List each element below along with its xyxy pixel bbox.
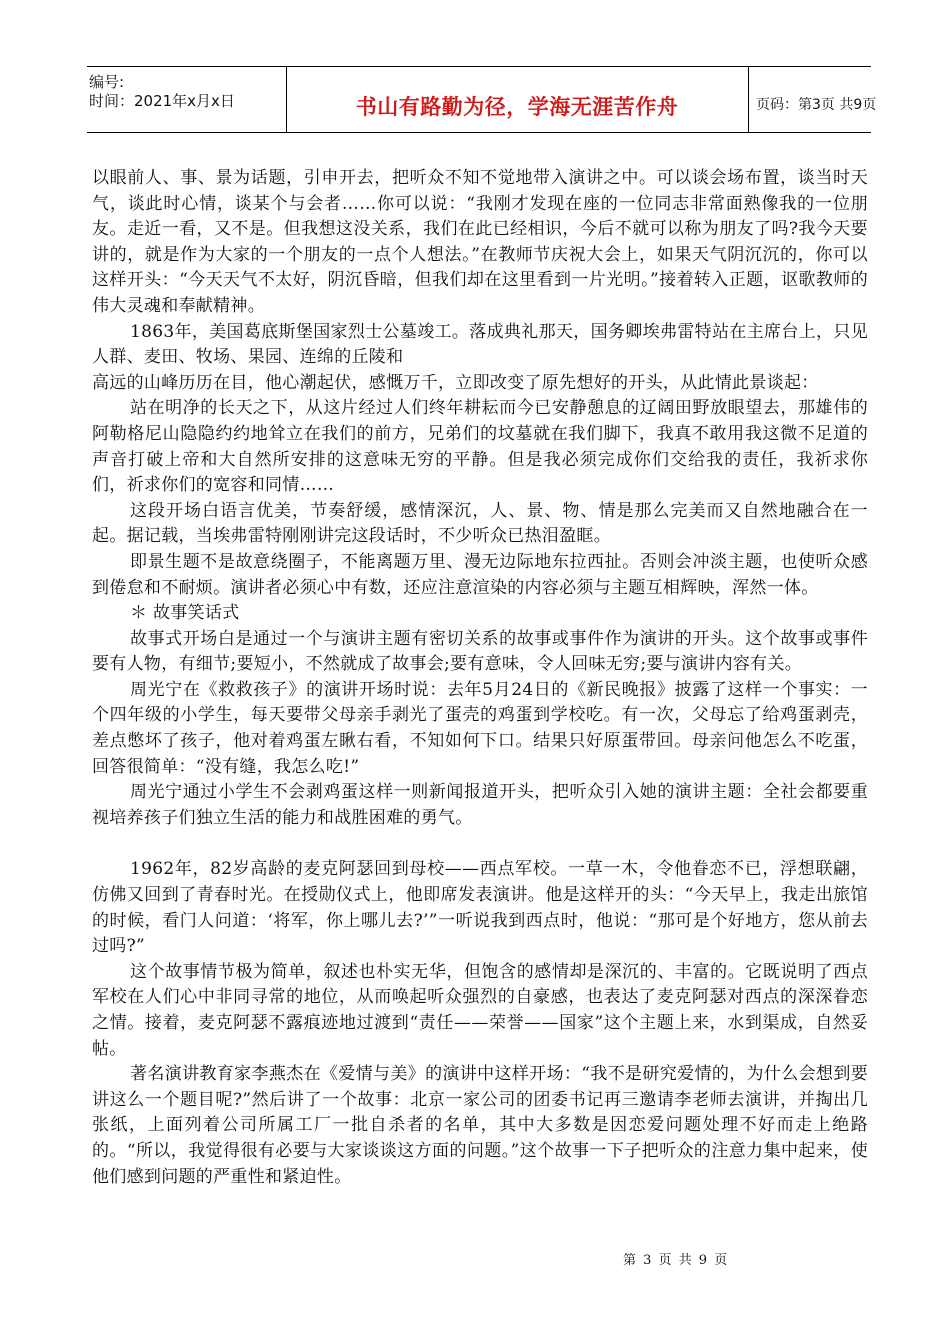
header-meta-cell — [87, 67, 287, 132]
document-date-label: 时间：2021年x月x日 — [89, 92, 235, 110]
paragraph: 著名演讲教育家李燕杰在《爱情与美》的演讲中这样开场：“我不是研究爱情的，为什么会想到要讲这么一个题目呢?”然后讲了一个故事：北京一家公司的团委书记再三邀请李老师去演讲，并掏出几张纸，上面列着公司所属工厂一批自杀者的名单，其中大多数是因恋爱问题处理不好而走上绝路的。“所以，我觉得很有必要与大家谈谈这方面的问题。”这个故事一下子把听众的注意力集中起来，使他们感到问题的严重性和紧迫性。 — [92, 1064, 868, 1187]
paragraph: 以眼前人、事、景为话题，引申开去，把听众不知不觉地带入演讲之中。可以谈会场布置，谈当时天气，谈此时心情，谈某个与会者……你可以说：“我刚才发现在座的一位同志非常面熟像我的一位朋友。走近一看，又不是。但我想这没关系，我们在此已经相识，今后不就可以称为朋友了吗?我今天要讲的，就是作为大家的一个朋友的一点个人想法。”在教师节庆祝大会上，如果天气阴沉沉的，你可以这样开头：“今天天气不太好，阴沉昏暗，但我们却在这里看到一片光明。”接着转入正题，讴歌教师的伟大灵魂和奉献精神。 — [92, 168, 868, 316]
section-heading: ＊ 故事笑话式 — [130, 603, 240, 624]
paragraph: 站在明净的长天之下，从这片经过人们终年耕耘而今已安静憩息的辽阔田野放眼望去，那雄伟的阿勒格尼山隐隐约约地耸立在我们的前方，兄弟们的坟墓就在我们脚下，我真不敢用我这微不足道的声音打破上帝和大自然所安排的这意味无穷的平静。但是我必须完成你们交给我的责任，我祈求你们，祈求你们的宽容和同情…… — [92, 398, 868, 496]
paragraph: 周光宁在《救救孩子》的演讲开场时说：去年5月24日的《新民晚报》披露了这样一个事实：一个四年级的小学生，每天要带父母亲手剥光了蛋壳的鸡蛋到学校吃。有一次，父母忘了给鸡蛋剥壳，差点憋坏了孩子，他对着鸡蛋左瞅右看，不知如何下口。结果只好原蛋带回。母亲问他怎么不吃蛋，回答很简单：“没有缝，我怎么吃!” — [92, 679, 868, 777]
header-page-cell — [748, 67, 877, 132]
header-motto-cell — [286, 67, 749, 132]
paragraph: 高远的山峰历历在目，他心潮起伏，感慨万千，立即改变了原先想好的开头，从此情此景谈起： — [92, 372, 819, 393]
paragraph: 这个故事情节极为简单，叙述也朴实无华，但饱含的感情却是深沉的、丰富的。它既说明了西点军校在人们心中非同寻常的地位，从而唤起听众强烈的自豪感，也表达了麦克阿瑟对西点的深深眷恋之情。接着，麦克阿瑟不露痕迹地过渡到“责任——荣誉——国家”这个主题上来，水到渠成，自然妥帖。 — [92, 961, 868, 1059]
paragraph: 周光宁通过小学生不会剥鸡蛋这样一则新闻报道开头，把听众引入她的演讲主题：全社会都要重视培养孩子们独立生活的能力和战胜困难的勇气。 — [92, 782, 868, 828]
header-page-info: 页码：第3页 共9页 — [756, 97, 877, 113]
paragraph: 即景生题不是故意绕圈子，不能离题万里、漫无边际地东拉西扯。否则会冲淡主题，也使听众感到倦怠和不耐烦。演讲者必须心中有数，还应注意渲染的内容必须与主题互相辉映，浑然一体。 — [92, 551, 868, 598]
paragraph: 1863年，美国葛底斯堡国家烈士公墓竣工。落成典礼那天，国务卿埃弗雷特站在主席台上，只见人群、麦田、牧场、果园、连绵的丘陵和 — [92, 321, 868, 368]
paragraph: 故事式开场白是通过一个与演讲主题有密切关系的故事或事件作为演讲的开头。这个故事或事件要有人物，有细节;要短小，不然就成了故事会;要有意味，令人回味无穷;要与演讲内容有关。 — [92, 628, 868, 675]
paragraph-gap — [92, 831, 868, 857]
paragraph: 这段开场白语言优美，节奏舒缓，感情深沉，人、景、物、情是那么完美而又自然地融合在一起。据记载，当埃弗雷特刚刚讲完这段话时，不少听众已热泪盈眶。 — [92, 500, 868, 547]
document-header — [87, 66, 877, 133]
document-number-label: 编号: — [89, 73, 125, 91]
header-motto: 书山有路勤为径，学海无涯苦作舟 — [355, 95, 679, 119]
paragraph: 1962年，82岁高龄的麦克阿瑟回到母校——西点军校。一草一木，令他眷恋不已，浮想联翩，仿佛又回到了青春时光。在授勋仪式上，他即席发表演讲。他是这样开的头：“今天早上，我走出旅馆的时候，看门人问道：‘将军，你上哪儿去?’”一听说我到西点时，他说：“那可是个好地方，您从前去过吗?” — [92, 859, 868, 957]
document-body — [92, 166, 868, 1190]
page-footer: 第 3 页 共 9 页 — [623, 1253, 728, 1268]
